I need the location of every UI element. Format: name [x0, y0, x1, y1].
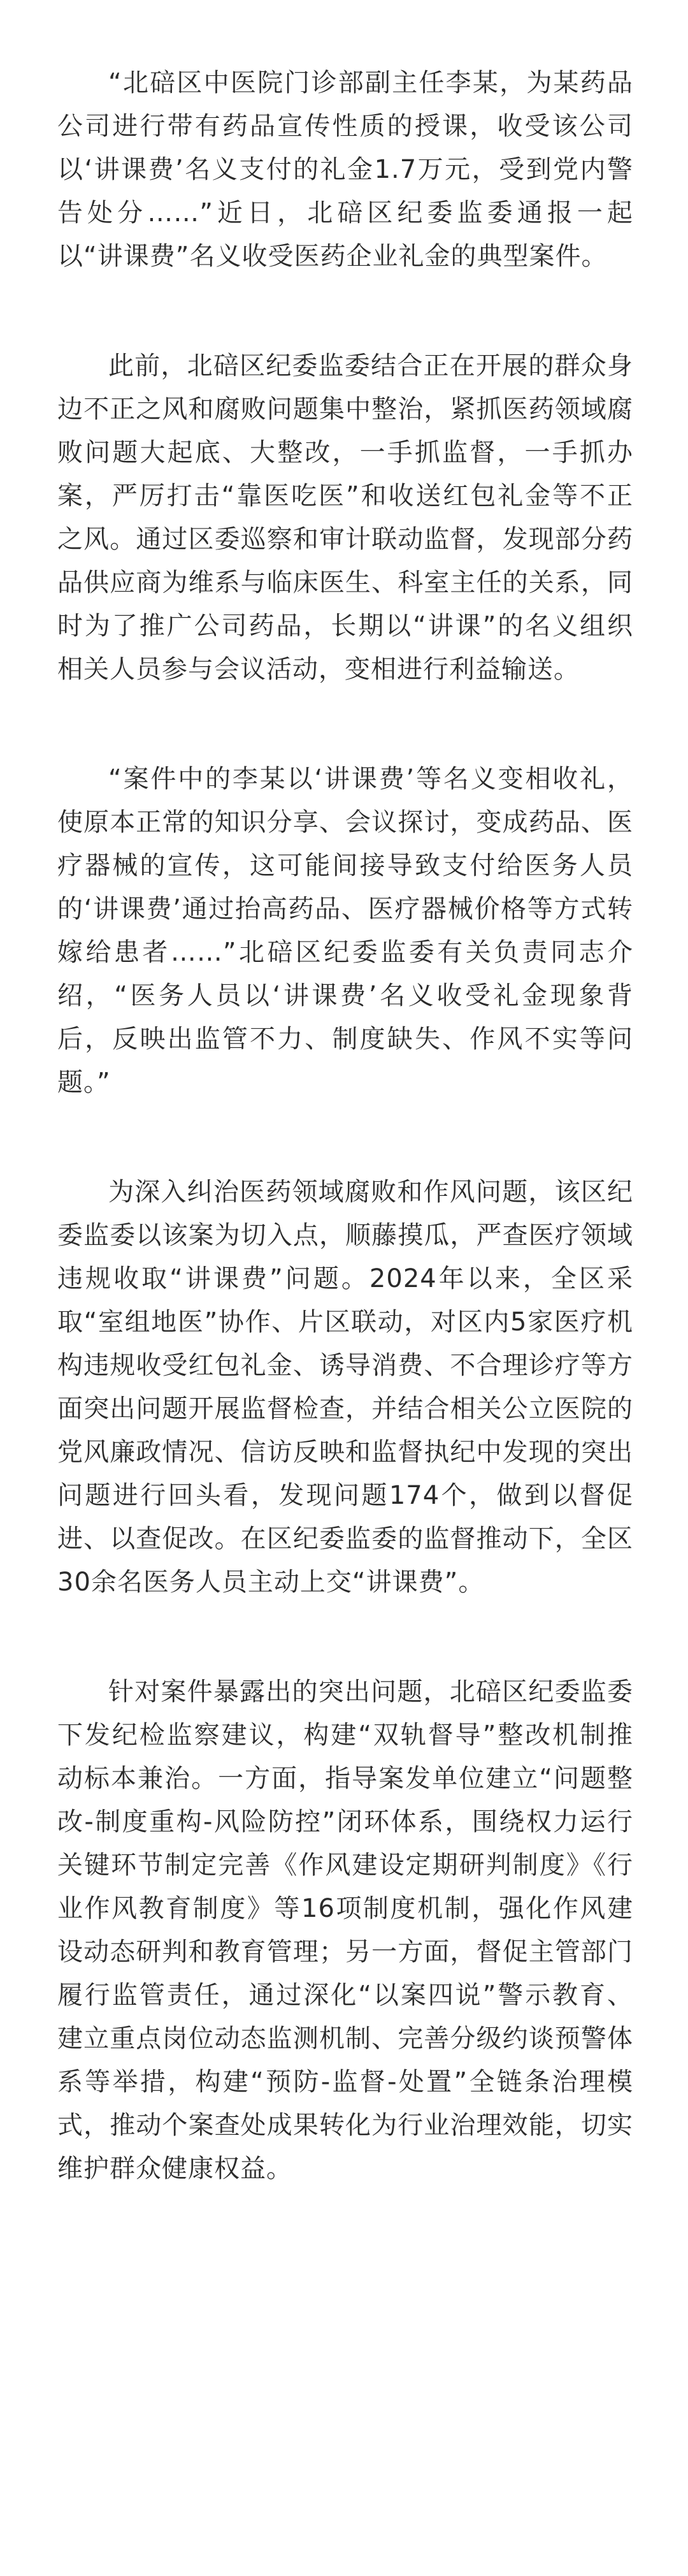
paragraph-case-intro: “北碚区中医院门诊部副主任李某，为某药品公司进行带有药品宣传性质的授课，收受该公司以‘讲课费’名义支付的礼金1.7万元，受到党内警告处分……”近日，北碚区纪委监委通报一起以“讲课费”名义收受医药企业礼金的典型案件。	[57, 68, 633, 271]
paragraph-official-comment: “案件中的李某以‘讲课费’等名义变相收礼，使原本正常的知识分享、会议探讨，变成药品、医疗器械的宣传，这可能间接导致支付给医务人员的‘讲课费’通过抬高药品、医疗器械价格等方式转嫁给患者……”北碚区纪委监委有关负责同志介绍，“医务人员以‘讲课费’名义收受礼金现象背后，反映出监管不力、制度缺失、作风不实等问题。”	[57, 764, 633, 1097]
paragraph-rectification-measures: 针对案件暴露出的突出问题，北碚区纪委监委下发纪检监察建议，构建“双轨督导”整改机制推动标本兼治。一方面，指导案发单位建立“问题整改-制度重构-风险防控”闭环体系，围绕权力运行关键环节制定完善《作风建设定期研判制度》《行业作风教育制度》等16项制度机制，强化作风建设动态研判和教育管理；另一方面，督促主管部门履行监管责任，通过深化“以案四说”警示教育、建立重点岗位动态监测机制、完善分级约谈预警体系等举措，构建“预防-监督-处置”全链条治理模式，推动个案查处成果转化为行业治理效能，切实维护群众健康权益。	[57, 1677, 633, 2183]
paragraph-inspection-results: 为深入纠治医药领域腐败和作风问题，该区纪委监委以该案为切入点，顺藤摸瓜，严查医疗领域违规收取“讲课费”问题。2024年以来，全区采取“室组地医”协作、片区联动，对区内5家医疗机构违规收受红包礼金、诱导消费、不合理诊疗等方面突出问题开展监督检查，并结合相关公立医院的党风廉政情况、信访反映和监督执纪中发现的突出问题进行回头看，发现问题174个，做到以督促进、以查促改。在区纪委监委的监督推动下，全区30余名医务人员主动上交“讲课费”。	[57, 1177, 633, 1597]
paragraph-background: 此前，北碚区纪委监委结合正在开展的群众身边不正之风和腐败问题集中整治，紧抓医药领域腐败问题大起底、大整改，一手抓监督，一手抓办案，严厉打击“靠医吃医”和收送红包礼金等不正之风。通过区委巡察和审计联动监督，发现部分药品供应商为维系与临床医生、科室主任的关系，同时为了推广公司药品，长期以“讲课”的名义组织相关人员参与会议活动，变相进行利益输送。	[57, 351, 633, 684]
